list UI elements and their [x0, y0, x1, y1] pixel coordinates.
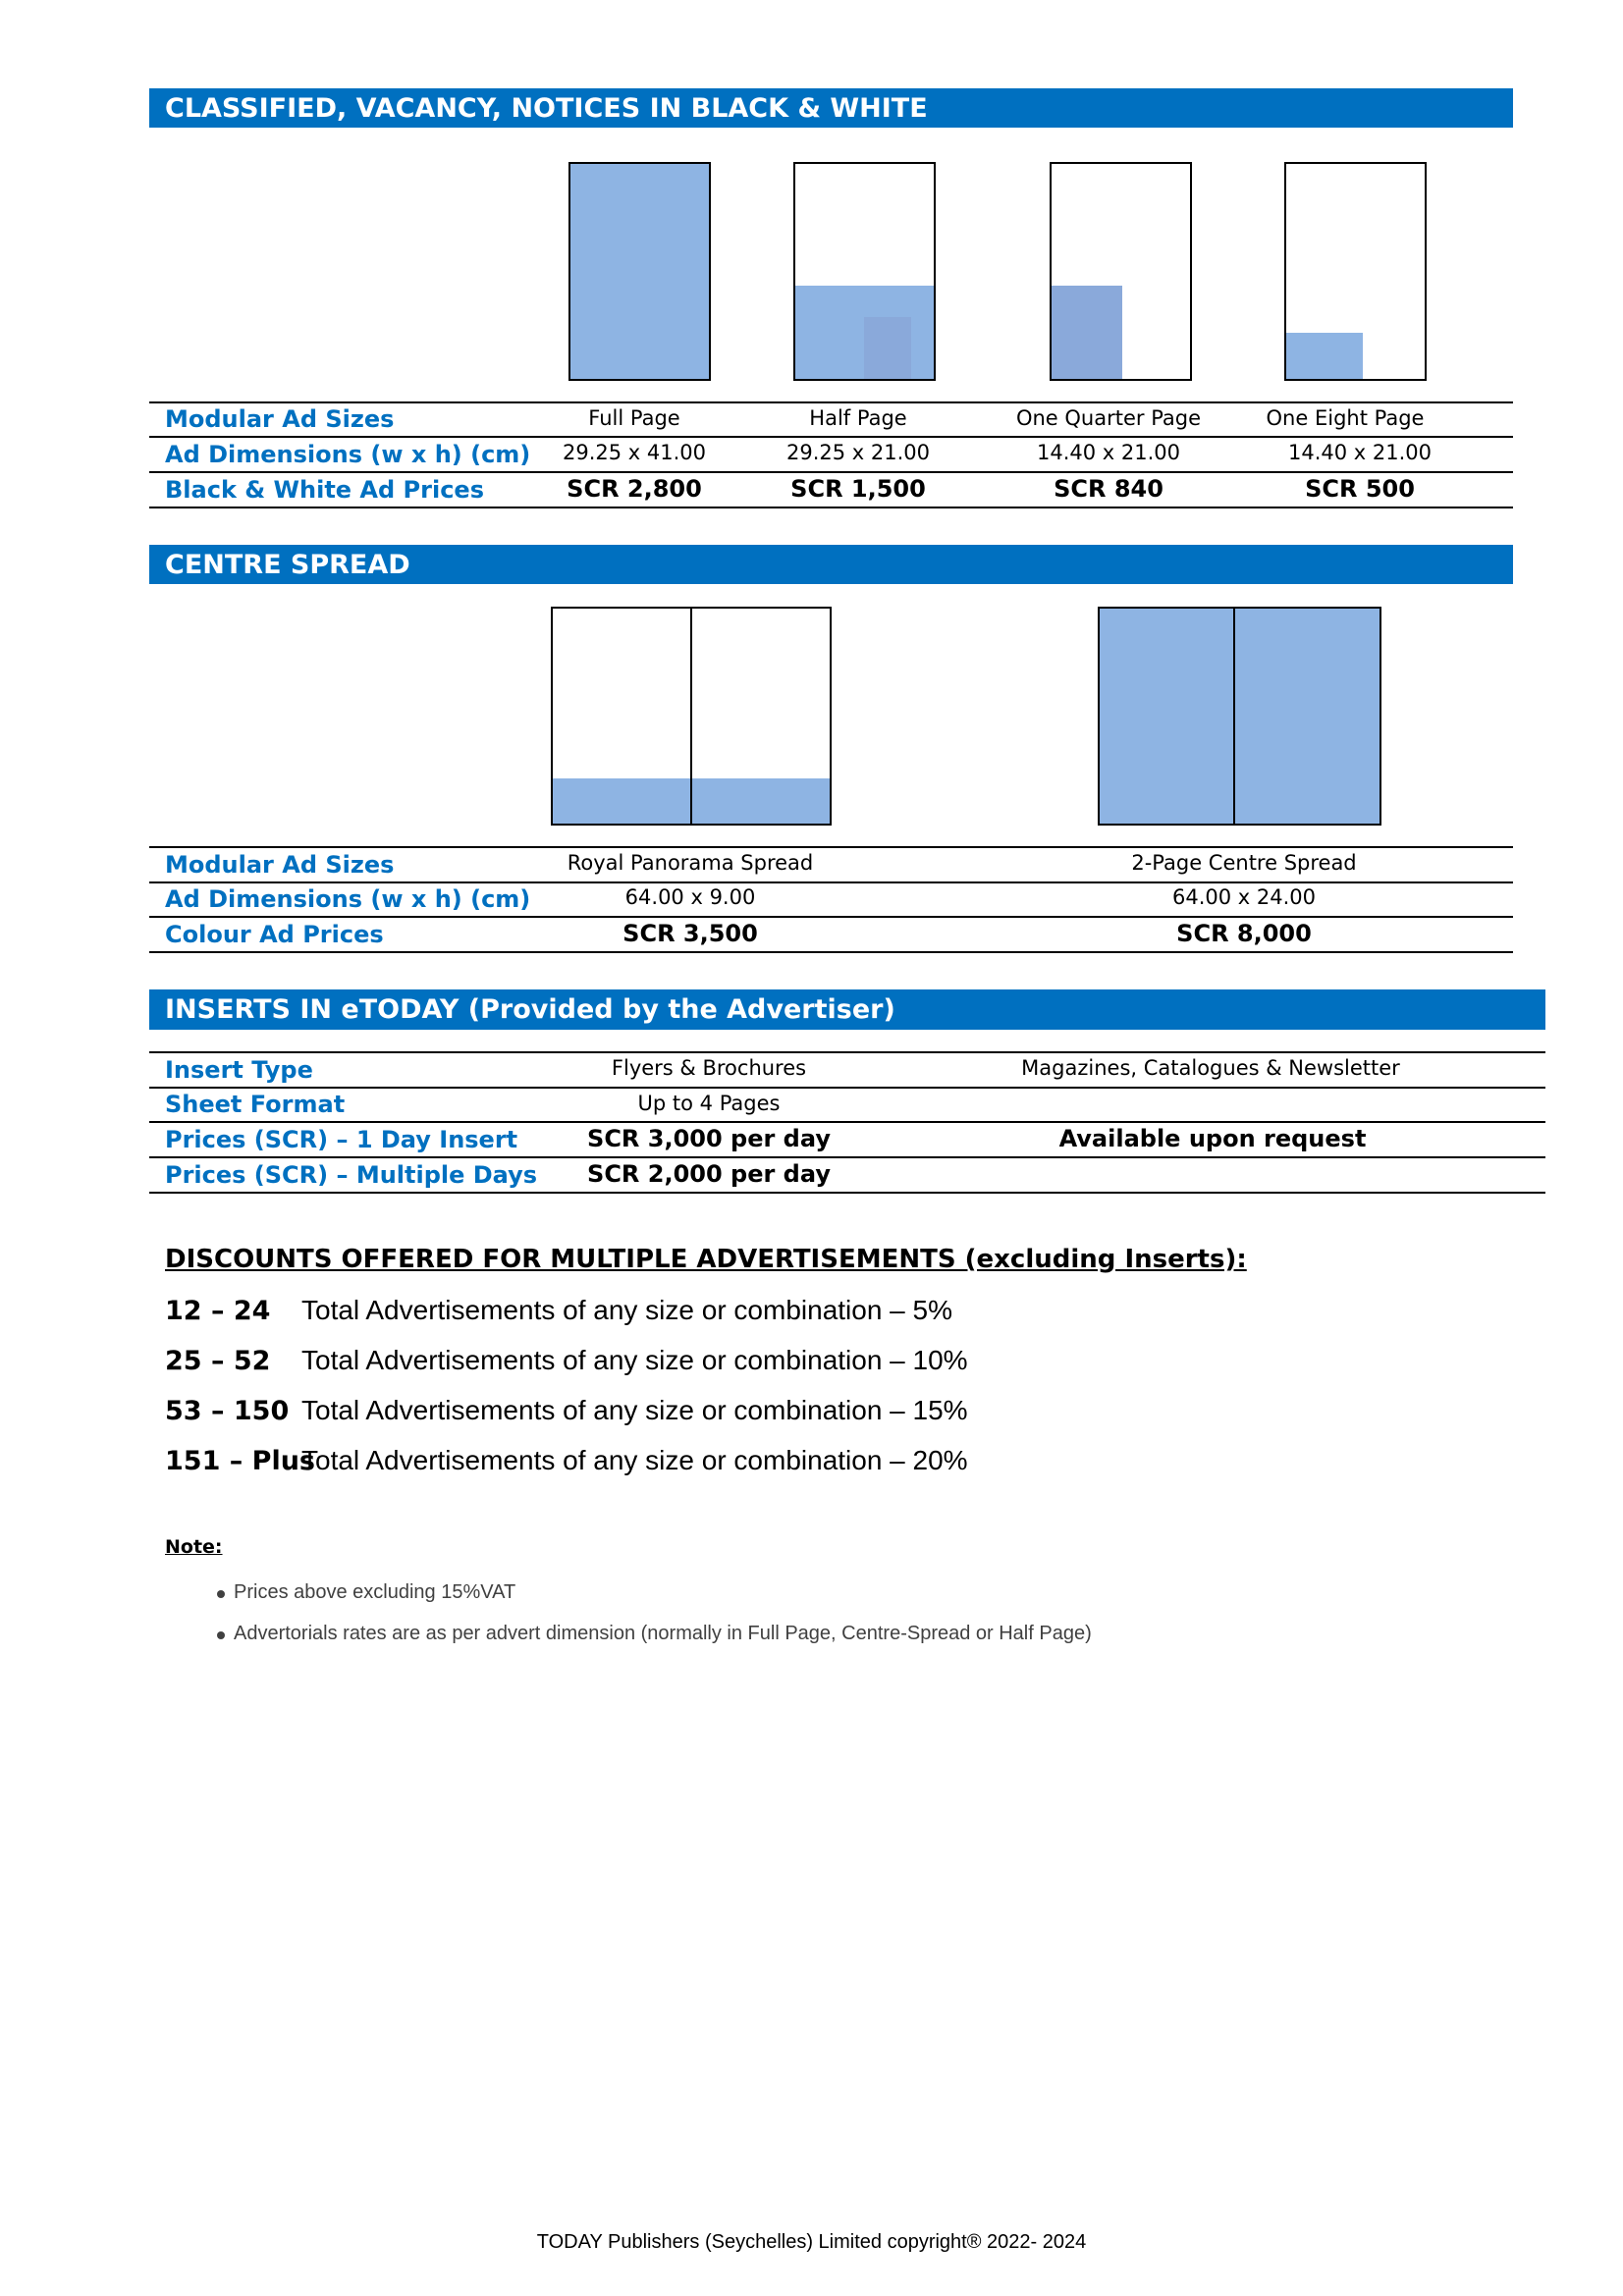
table3-rule-bottom — [149, 1192, 1545, 1194]
centre-spread-fold — [1233, 609, 1235, 824]
note-item-2: Advertorials rates are as per advert dimension (normally in Full Page, Centre-Spread or Half Page) — [234, 1623, 1092, 1644]
full-page-diagram — [568, 162, 711, 381]
table1-rule-2 — [149, 436, 1513, 438]
quarter-page-price: SCR 840 — [1054, 475, 1163, 503]
table1-rule-top — [149, 401, 1513, 403]
flyers-one-day-price: SCR 3,000 per day — [587, 1125, 831, 1152]
table3-rule-4 — [149, 1156, 1545, 1158]
section-centre-spread-banner — [149, 545, 1513, 584]
eighth-page-price: SCR 500 — [1305, 475, 1415, 503]
table2-label-prices: Colour Ad Prices — [165, 921, 384, 948]
discount-range-2: 25 – 52 — [165, 1346, 271, 1376]
half-page-price: SCR 1,500 — [790, 475, 926, 503]
table1-rule-bottom — [149, 507, 1513, 508]
note-bullet-2 — [217, 1631, 225, 1639]
discounts-heading: DISCOUNTS OFFERED FOR MULTIPLE ADVERTISEMENTS (excluding Inserts): — [165, 1245, 1247, 1274]
half-page-fill-inner — [864, 317, 911, 379]
table3-label-one-day: Prices (SCR) – 1 Day Insert — [165, 1126, 518, 1153]
discount-range-1: 12 – 24 — [165, 1296, 271, 1326]
table3-label-insert-type: Insert Type — [165, 1056, 313, 1084]
note-title: Note: — [165, 1536, 223, 1558]
section-classified-banner — [149, 88, 1513, 128]
table3-rule-2 — [149, 1087, 1545, 1089]
table1-label-sizes: Modular Ad Sizes — [165, 405, 395, 433]
discount-text-3: Total Advertisements of any size or combination – 15% — [301, 1395, 968, 1425]
table3-rule-top — [149, 1051, 1545, 1053]
table1-rule-3 — [149, 471, 1513, 473]
footer-copyright: TODAY Publishers (Seychelles) Limited copyright® 2022- 2024 — [536, 2231, 1087, 2253]
quarter-page-dimensions: 14.40 x 21.00 — [1036, 441, 1181, 464]
quarter-page-diagram — [1050, 162, 1192, 381]
section-classified-title: CLASSIFIED, VACANCY, NOTICES IN BLACK & WHITE — [165, 92, 928, 124]
section-centre-spread-title: CENTRE SPREAD — [165, 549, 410, 580]
section-inserts-banner — [149, 989, 1545, 1030]
table2-label-sizes: Modular Ad Sizes — [165, 851, 395, 879]
table2-rule-2 — [149, 881, 1513, 883]
eighth-page-size: One Eight Page — [1266, 406, 1425, 430]
discount-range-4: 151 – Plus — [165, 1446, 315, 1476]
full-page-size: Full Page — [588, 406, 680, 430]
centre-spread-size: 2-Page Centre Spread — [1131, 851, 1357, 875]
half-page-dimensions: 29.25 x 21.00 — [785, 441, 931, 464]
table3-label-sheet-format: Sheet Format — [165, 1091, 346, 1118]
flyers-multiple-days-price: SCR 2,000 per day — [587, 1160, 831, 1188]
royal-panorama-dimensions: 64.00 x 9.00 — [624, 885, 756, 909]
table3-label-multiple-days: Prices (SCR) – Multiple Days — [165, 1161, 538, 1189]
table2-rule-bottom — [149, 951, 1513, 953]
table3-rule-3 — [149, 1121, 1545, 1123]
full-page-dimensions: 29.25 x 41.00 — [562, 441, 707, 464]
eighth-page-fill — [1286, 333, 1363, 379]
royal-panorama-price: SCR 3,500 — [622, 920, 758, 947]
eighth-page-dimensions: 14.40 x 21.00 — [1287, 441, 1433, 464]
note-item-1: Prices above excluding 15%VAT — [234, 1581, 516, 1603]
magazines-insert-type: Magazines, Catalogues & Newsletter — [1021, 1056, 1400, 1080]
quarter-page-size: One Quarter Page — [1015, 406, 1202, 430]
table2-label-dimensions: Ad Dimensions (w x h) (cm) — [165, 885, 531, 913]
discount-text-4: Total Advertisements of any size or combination – 20% — [301, 1445, 968, 1475]
half-page-diagram — [793, 162, 936, 381]
centre-spread-diagram — [1098, 607, 1381, 826]
table1-label-dimensions: Ad Dimensions (w x h) (cm) — [165, 441, 531, 468]
royal-panorama-fold — [690, 609, 692, 824]
table1-label-prices: Black & White Ad Prices — [165, 476, 484, 504]
centre-spread-dimensions: 64.00 x 24.00 — [1171, 885, 1317, 909]
centre-spread-price: SCR 8,000 — [1176, 920, 1312, 947]
half-page-size: Half Page — [809, 406, 907, 430]
discount-text-2: Total Advertisements of any size or combination – 10% — [301, 1345, 968, 1375]
full-page-price: SCR 2,800 — [567, 475, 702, 503]
discount-range-3: 53 – 150 — [165, 1396, 290, 1426]
flyers-insert-type: Flyers & Brochures — [611, 1056, 807, 1080]
section-inserts-title: INSERTS IN eTODAY (Provided by the Advertiser) — [165, 994, 895, 1025]
table2-rule-3 — [149, 916, 1513, 918]
royal-panorama-size: Royal Panorama Spread — [567, 851, 814, 875]
magazines-one-day-price: Available upon request — [1058, 1125, 1367, 1152]
discount-text-1: Total Advertisements of any size or combination – 5% — [301, 1295, 953, 1325]
eighth-page-diagram — [1284, 162, 1427, 381]
flyers-sheet-format: Up to 4 Pages — [637, 1092, 781, 1115]
table2-rule-top — [149, 846, 1513, 848]
quarter-page-fill — [1052, 286, 1122, 379]
note-bullet-1 — [217, 1590, 225, 1598]
royal-panorama-diagram — [551, 607, 832, 826]
